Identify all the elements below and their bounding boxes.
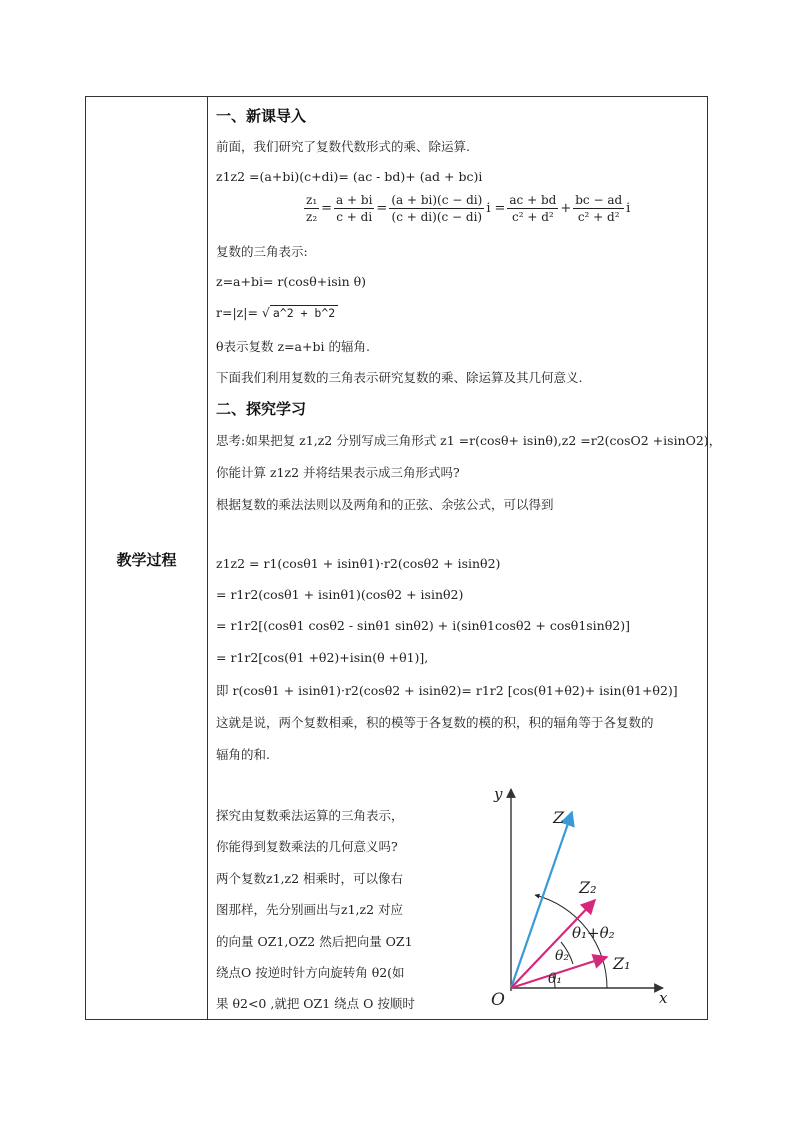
- fraction-ab-cd: $\frac{a + bi}{c + di}$: [336, 193, 373, 224]
- derivation-line: = r1r2[(cosθ1 cosθ2 - sinθ1 sinθ2) + i(sinθ1cosθ2 + cosθ1sinθ2)]: [216, 618, 630, 633]
- explore-line: 果 θ2<0 ,就把 OZ1 绕点 O 按顺时: [216, 996, 415, 1011]
- argument-definition: θ表示复数 z=a+bi 的辐角.: [216, 339, 370, 354]
- derivation-line: = r1r2[cos(θ1 +θ2)+isin(θ +θ1)],: [216, 650, 429, 665]
- conclusion-line1: 这就是说，两个复数相乘，积的模等于各复数的模的积，积的辐角等于各复数的: [216, 715, 654, 730]
- think-question-line2: 你能计算 z1z2 并将结果表示成三角形式吗?: [216, 465, 460, 480]
- trig-representation-title: 复数的三角表示:: [216, 244, 308, 259]
- conclusion-line2: 辐角的和.: [216, 747, 270, 762]
- multiplication-formula: z1z2 =(a+bi)(c+di)= (ac - bd)+ (ad + bc)i: [216, 169, 483, 184]
- basis-text: 根据复数的乘法法则以及两角和的正弦、余弦公式，可以得到: [216, 497, 554, 512]
- explore-line: 你能得到复数乘法的几何意义吗?: [216, 839, 398, 854]
- label-theta2: θ₂: [555, 948, 570, 964]
- derivation-line: 即 r(cosθ1 + isinθ1)·r2(cosθ2 + isinθ2)= r1r2 [cos(θ1+θ2)+ isin(θ1+θ2)]: [216, 683, 678, 698]
- fraction-imag-part: $\frac{bc - ad}{\text{c² + d²}}$: [575, 193, 623, 224]
- label-theta-sum: θ₁+θ₂: [572, 924, 615, 942]
- explore-line: 图那样，先分别画出与z1,z2 对应: [216, 902, 404, 917]
- label-x-axis: x: [659, 989, 668, 1007]
- explore-line: 的向量 OZ1,OZ2 然后把向量 OZ1: [216, 934, 413, 949]
- trig-form: z=a+bi= r(cosθ+isin θ): [216, 274, 367, 289]
- label-z2: Z₂: [579, 878, 597, 897]
- derivation-line: = r1r2(cosθ1 + isinθ1)(cosθ2 + isinθ2): [216, 587, 464, 602]
- column-divider: [207, 97, 208, 1019]
- modulus-formula: r=|z|= √ a^2 + b^2: [216, 305, 338, 320]
- division-formula: $\frac{\text{z₁}}{\text{z₂}}$ = $\frac{a + bi}{c + di}$ = $\frac{(a + bi)(c - di)}{(c + di)(c - di)}$ i = $\frac{ac + bd}{\text{c² + d²}}$ + $\frac{bc - ad}{\text{c² + d²}}$ i: [306, 193, 631, 224]
- label-y-axis: y: [494, 785, 503, 803]
- explore-line: 探究由复数乘法运算的三角表示，: [216, 808, 404, 823]
- intro-text: 前面，我们研究了复数代数形式的乘、除运算.: [216, 139, 470, 154]
- lesson-table: [85, 96, 722, 1020]
- fraction-conjugate: $\frac{(a + bi)(c - di)}{(c + di)(c - di)}$: [391, 193, 483, 224]
- section-heading-intro: 一、新课导入: [216, 107, 307, 125]
- transition-text: 下面我们利用复数的三角表示研究复数的乘、除运算及其几何意义.: [216, 370, 583, 385]
- explore-line: 两个复数z1,z2 相乘时，可以像右: [216, 871, 404, 886]
- row-label: 教学过程: [116, 551, 177, 569]
- fraction-z1-z2: $\frac{\text{z₁}}{\text{z₂}}$: [306, 193, 318, 224]
- explore-line: 绕点O 按逆时针方向旋转角 θ2(如: [216, 965, 405, 980]
- label-origin: O: [491, 990, 505, 1010]
- label-z: Z: [553, 808, 565, 827]
- fraction-real-part: $\frac{ac + bd}{\text{c² + d²}}$: [509, 193, 557, 224]
- sqrt-radicand: a^2 + b^2: [270, 305, 338, 320]
- label-z1: Z₁: [613, 954, 631, 973]
- complex-multiplication-figure: [441, 779, 681, 1019]
- label-theta1: θ₁: [548, 971, 563, 987]
- section-heading-explore: 二、探究学习: [216, 400, 307, 418]
- derivation-line: z1z2 = r1(cosθ1 + isinθ1)·r2(cosθ2 + isinθ2): [216, 556, 501, 571]
- think-question-line1: 思考:如果把复 z1,z2 分别写成三角形式 z1 =r(cosθ+ isinθ),z2 =r2(cosO2 +isinO2)，: [216, 433, 722, 448]
